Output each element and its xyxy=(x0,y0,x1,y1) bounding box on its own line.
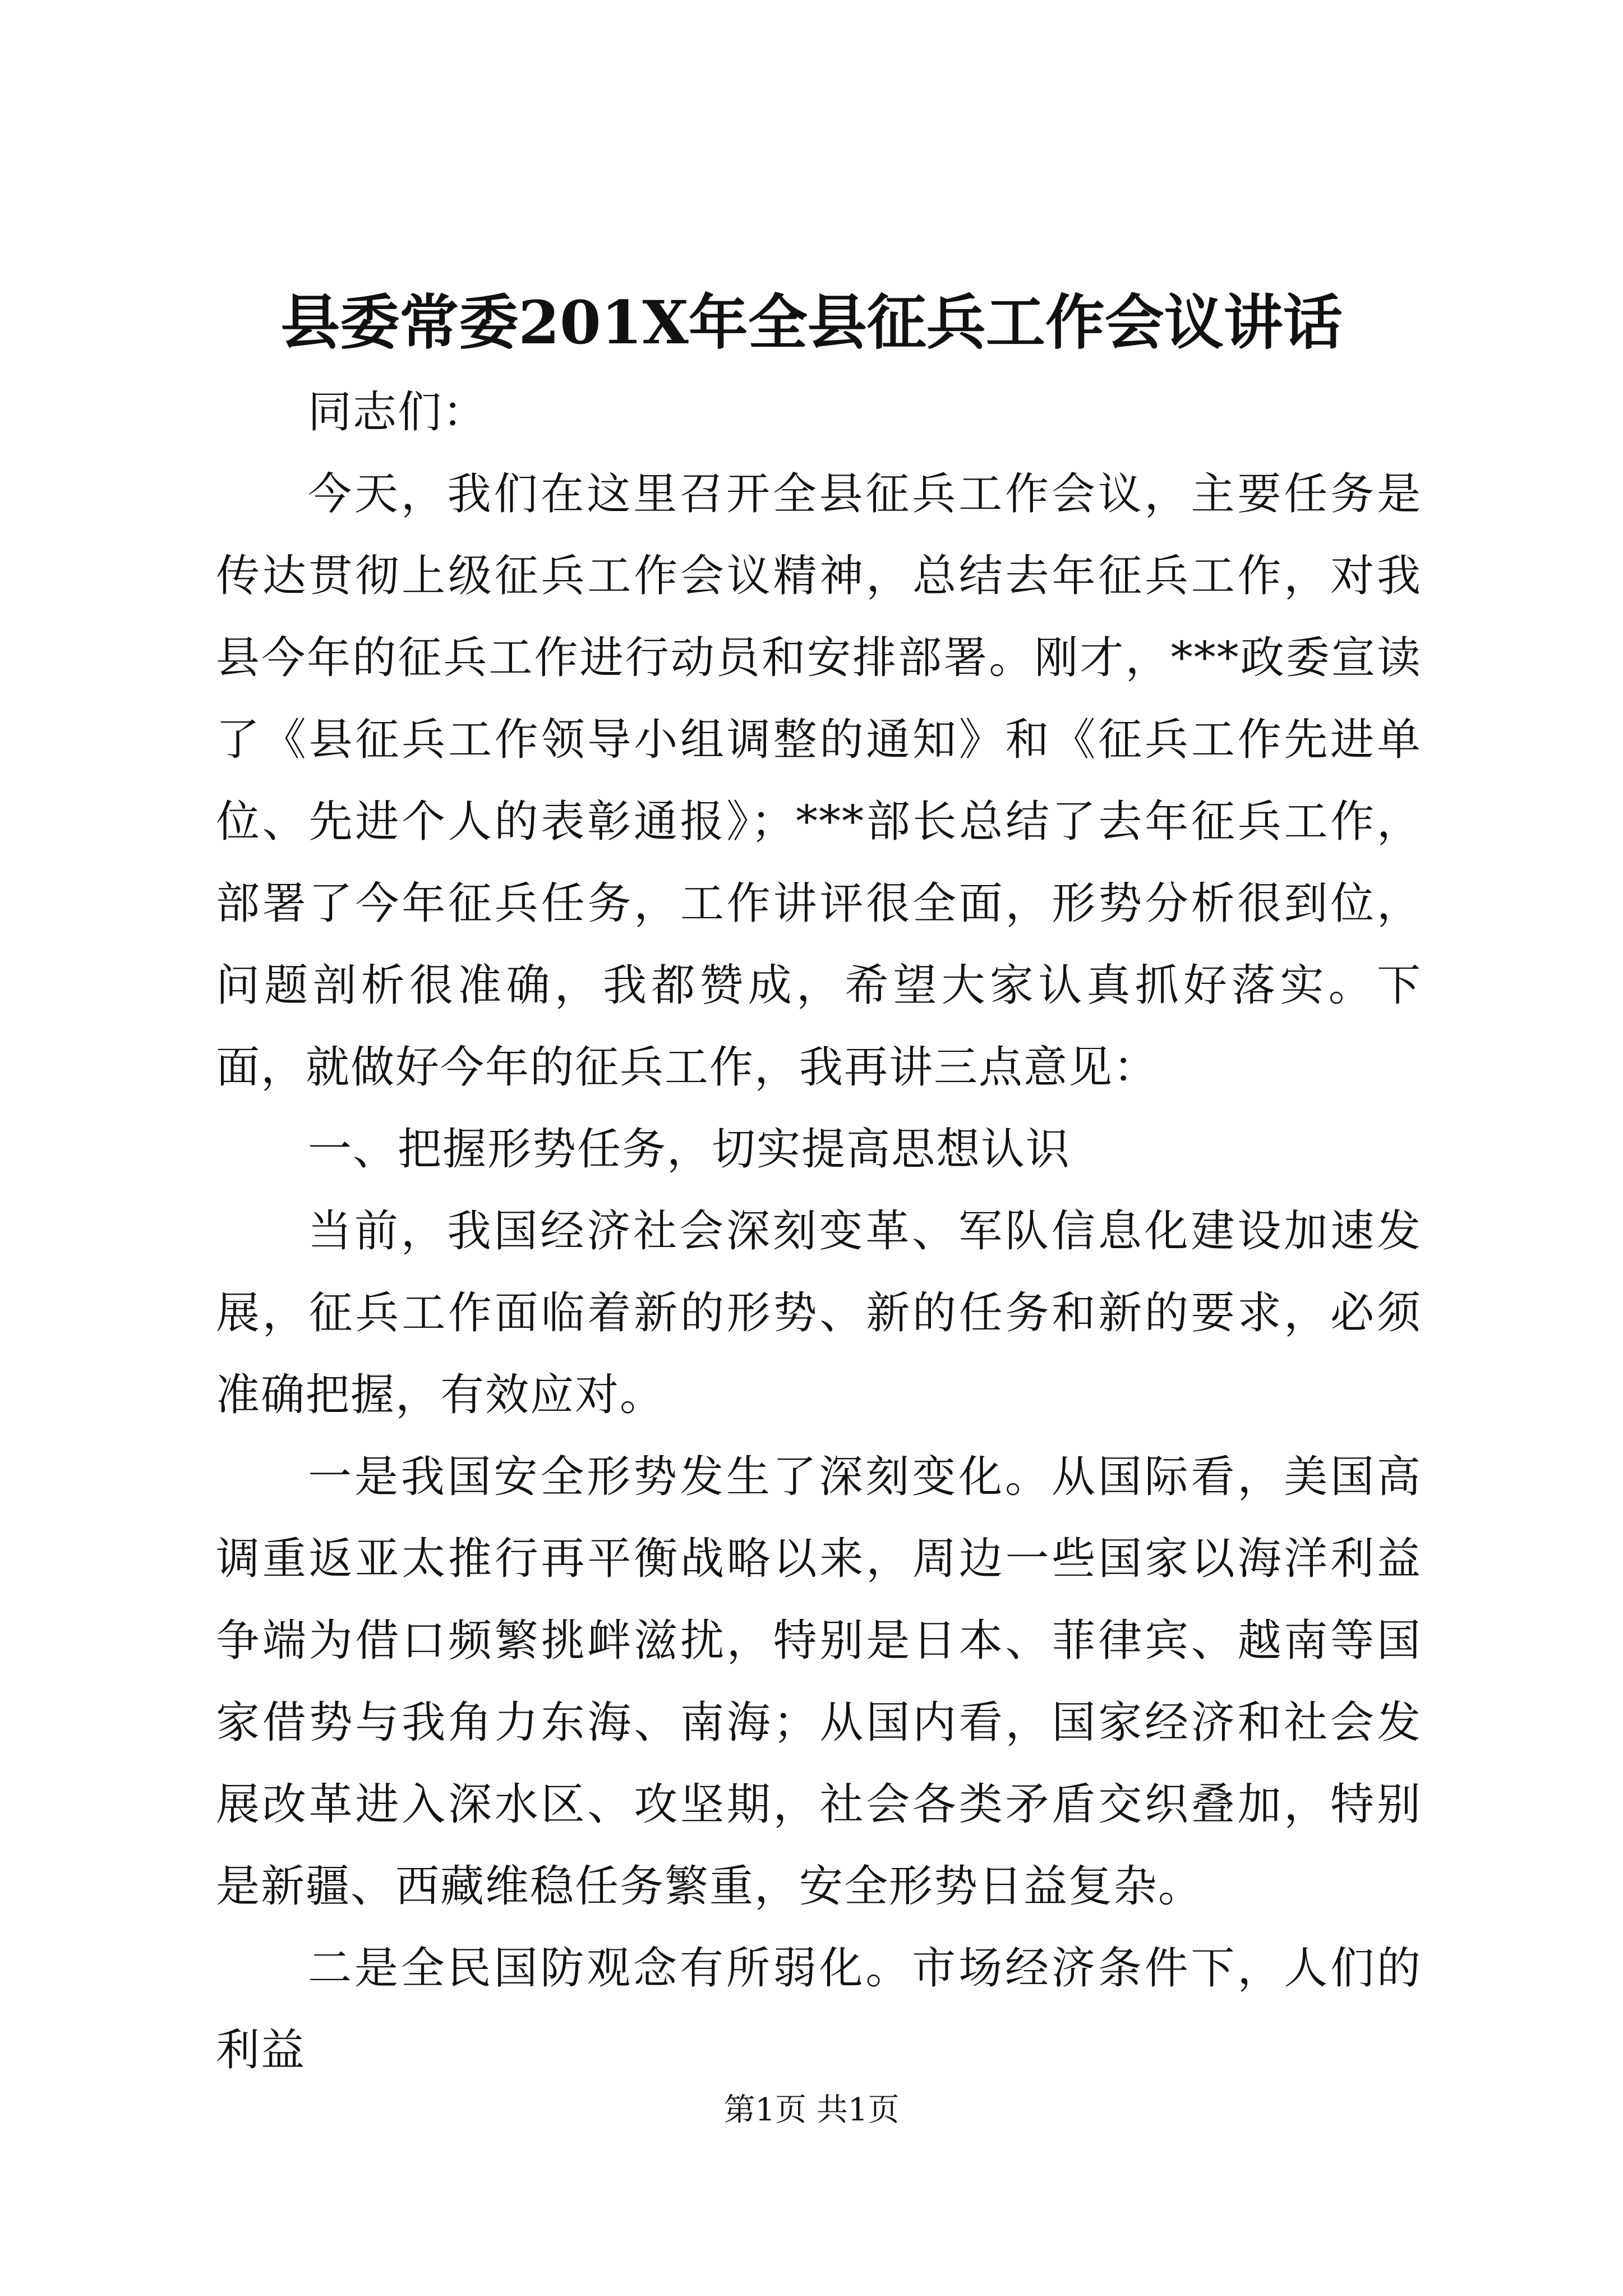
paragraph-point-2: 二是全民国防观念有所弱化。市场经济条件下，人们的利益 xyxy=(216,1943,1422,2076)
paragraph-point-1: 一是我国安全形势发生了深刻变化。从国际看，美国高调重返亚太推行再平衡战略以来，周边一些国家以海洋利益争端为借口频繁挑衅滋扰，特别是日本、菲律宾、越南等国家借势与我角力东海、南海；从国内看，国家经济和社会发展改革进入深水区、攻坚期，社会各类矛盾交织叠加，特别是新疆、西藏维稳任务繁重，安全形势日益复杂。 xyxy=(216,1452,1422,1912)
paragraph-intro: 今天，我们在这里召开全县征兵工作会议，主要任务是传达贯彻上级征兵工作会议精神，总结去年征兵工作，对我县今年的征兵工作进行动员和安排部署。刚才，***政委宣读了《县征兵工作领导小组调整的通知》和《征兵工作先进单位、先进个人的表彰通报》；***部长总结了去年征兵工作，部署了今年征兵任务，工作讲评很全面，形势分析很到位，问题剖析很准确，我都赞成，希望大家认真抓好落实。下面，就做好今年的征兵工作，我再讲三点意见： xyxy=(216,469,1422,1093)
document-body xyxy=(216,371,1422,2091)
paragraph-salutation: 同志们： xyxy=(308,387,488,438)
paragraph-situation: 当前，我国经济社会深刻变革、军队信息化建设加速发展，征兵工作面临着新的形势、新的任务和新的要求，必须准确把握，有效应对。 xyxy=(216,1206,1422,1420)
page-footer: 第1页 共1页 xyxy=(723,2092,900,2128)
document-title: 县委常委201X年全县征兵工作会议讲话 xyxy=(280,287,1343,357)
section-heading-1: 一、把握形势任务，切实提高思想认识 xyxy=(308,1124,1071,1175)
